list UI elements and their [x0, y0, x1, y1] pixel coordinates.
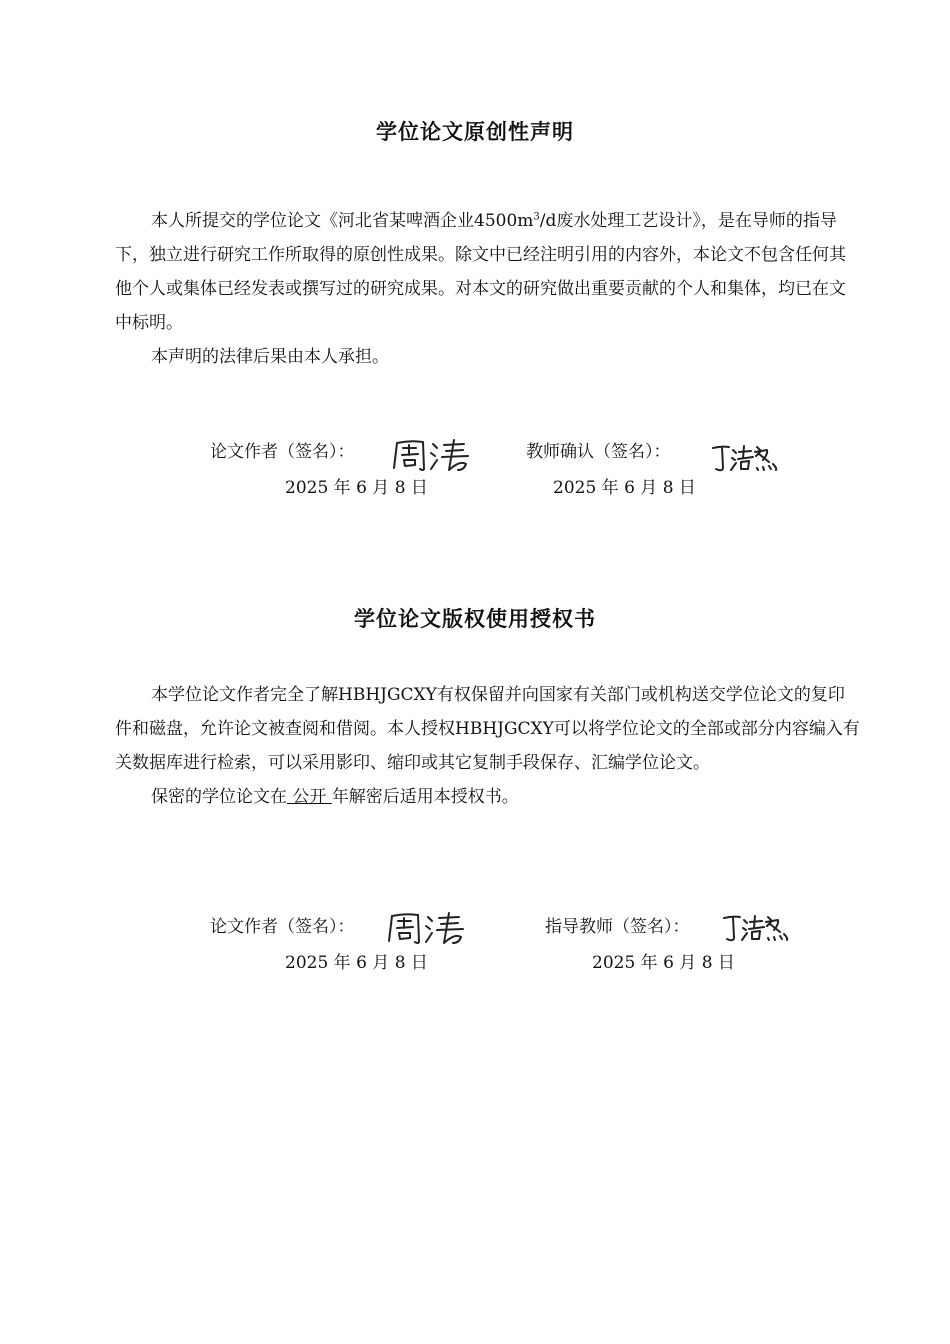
authorization-author-date: 2025 年 6 月 8 日	[285, 953, 428, 973]
declaration-author-label: 论文作者（签名）：	[210, 442, 355, 462]
teacher-signature-image	[711, 442, 779, 474]
authorization-advisor-label: 指导教师（签名）：	[545, 917, 690, 937]
author-signature-image-2	[385, 909, 467, 947]
advisor-signature-image	[722, 912, 790, 944]
authorization-title: 学位论文版权使用授权书	[354, 607, 596, 631]
declaration-paragraph-1-part-a: 本人所提交的学位论文《河北省某啤酒企业4500m	[151, 211, 534, 231]
declaration-body	[115, 204, 860, 374]
declaration-title: 学位论文原创性声明	[376, 120, 574, 144]
authorization-paragraph-2	[115, 780, 860, 814]
authorization-body	[115, 678, 860, 814]
public-underlined-field: 公开	[287, 787, 332, 807]
declaration-paragraph-1	[115, 204, 860, 340]
authorization-advisor-date: 2025 年 6 月 8 日	[592, 953, 735, 973]
authorization-paragraph-2-part-b: 年解密后适用本授权书。	[331, 787, 519, 807]
authorization-paragraph-2-part-a: 保密的学位论文在	[151, 787, 287, 807]
declaration-author-date: 2025 年 6 月 8 日	[285, 478, 428, 498]
declaration-teacher-date: 2025 年 6 月 8 日	[553, 478, 696, 498]
authorization-paragraph-1: 本学位论文作者完全了解HBHJGCXY有权保留并向国家有关部门或机构送交学位论文的复印件和磁盘，允许论文被查阅和借阅。本人授权HBHJGCXY可以将学位论文的全部或部分内容编入有关数据库进行检索，可以采用影印、缩印或其它复制手段保存、汇编学位论文。	[115, 685, 860, 773]
authorization-author-label: 论文作者（签名）：	[210, 917, 355, 937]
declaration-paragraph-1-part-b: /d废水处理工艺设计》，是在导师的指导下，独立进行研究工作所取得的原创性成果。除文中已经注明引用的内容外，本论文不包含任何其他个人或集体已经发表或撰写过的研究成果。对本文的研究做出重要贡献的个人和集体，均已在文中标明。	[115, 211, 846, 333]
declaration-paragraph-2: 本声明的法律后果由本人承担。	[151, 347, 389, 367]
superscript-3: 3	[533, 211, 540, 223]
declaration-teacher-label: 教师确认（签名）：	[526, 442, 671, 462]
author-signature-image	[390, 436, 472, 474]
